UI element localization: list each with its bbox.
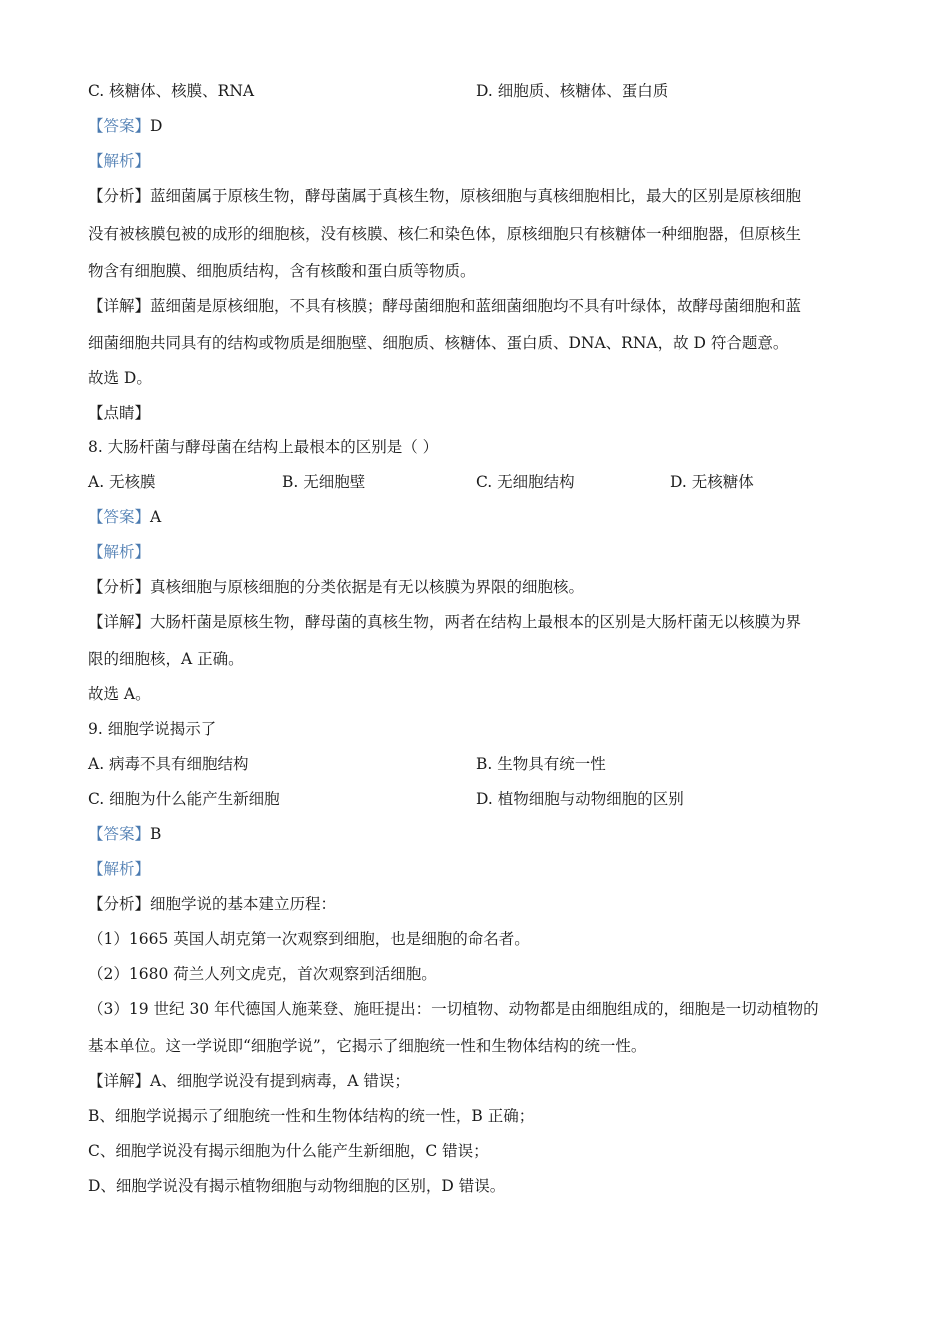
q9-detail-c: C、细胞学说没有揭示细胞为什么能产生新细胞，C 错误； — [88, 1142, 489, 1160]
answer-tag: 【答案】 — [88, 117, 151, 135]
q7-answer — [88, 115, 162, 137]
q8-fenxi: 【分析】真核细胞与原核细胞的分类依据是有无以核膜为界限的细胞核。 — [88, 578, 585, 596]
q9-analysis-tag: 【解析】 — [88, 860, 151, 878]
q9-stem: 9. 细胞学说揭示了 — [88, 720, 217, 738]
q8-option-d: D. 无核糖体 — [670, 473, 754, 491]
q8-option-b: B. 无细胞壁 — [282, 473, 366, 491]
q7-detail-line-2: 细菌细胞共同具有的结构或物质是细胞壁、细胞质、核糖体、蛋白质、DNA、RNA，故 D 符合题意。 — [88, 334, 789, 352]
q9-history-2: （2）1680 荷兰人列文虎克，首次观察到活细胞。 — [88, 965, 437, 983]
q9-detail-a: 【详解】A、细胞学说没有提到病毒，A 错误； — [88, 1072, 410, 1090]
answer-value: B — [150, 825, 162, 843]
q7-fenxi-line-2: 没有被核膜包被的成形的细胞核，没有核膜、核仁和染色体，原核细胞只有核糖体一种细胞器，但原核生 — [88, 225, 802, 243]
q8-option-a: A. 无核膜 — [88, 473, 156, 491]
q7-detail-line-1: 【详解】蓝细菌是原核细胞，不具有核膜；酵母菌细胞和蓝细菌细胞均不具有叶绿体，故酵母菌细胞和蓝 — [88, 297, 802, 315]
q9-history-1: （1）1665 英国人胡克第一次观察到细胞，也是细胞的命名者。 — [88, 930, 530, 948]
answer-value: A — [150, 508, 162, 526]
q8-detail-line-2: 限的细胞核，A 正确。 — [88, 650, 244, 668]
q9-history-3-line-1: （3）19 世纪 30 年代德国人施莱登、施旺提出：一切植物、动物都是由细胞组成的，细胞是一切动植物的 — [88, 1000, 819, 1018]
q9-detail-d: D、细胞学说没有揭示植物细胞与动物细胞的区别，D 错误。 — [88, 1177, 506, 1195]
q9-option-c: C. 细胞为什么能产生新细胞 — [88, 790, 280, 808]
answer-tag: 【答案】 — [88, 508, 151, 526]
q7-option-d: D. 细胞质、核糖体、蛋白质 — [476, 82, 669, 100]
q7-fenxi-line-3: 物含有细胞膜、细胞质结构，含有核酸和蛋白质等物质。 — [88, 262, 476, 280]
q8-analysis-tag: 【解析】 — [88, 543, 151, 561]
q7-analysis-tag: 【解析】 — [88, 152, 151, 170]
q7-choose: 故选 D。 — [88, 369, 152, 387]
q9-detail-b: B、细胞学说揭示了细胞统一性和生物体结构的统一性，B 正确； — [88, 1107, 535, 1125]
q9-history-3-line-2: 基本单位。这一学说即“细胞学说”，它揭示了细胞统一性和生物体结构的统一性。 — [88, 1037, 647, 1055]
q7-dianjing: 【点睛】 — [88, 404, 151, 422]
q8-stem: 8. 大肠杆菌与酵母菌在结构上最根本的区别是（ ） — [88, 438, 439, 456]
q8-answer — [88, 506, 161, 528]
q8-option-c: C. 无细胞结构 — [476, 473, 575, 491]
q7-fenxi-line-1: 【分析】蓝细菌属于原核生物，酵母菌属于真核生物，原核细胞与真核细胞相比，最大的区别是原核细胞 — [88, 187, 802, 205]
answer-value: D — [150, 117, 163, 135]
q9-answer — [88, 823, 161, 845]
q8-detail-line-1: 【详解】大肠杆菌是原核生物，酵母菌的真核生物，两者在结构上最根本的区别是大肠杆菌无以核膜为界 — [88, 613, 802, 631]
q8-choose: 故选 A。 — [88, 685, 151, 703]
q7-option-c: C. 核糖体、核膜、RNA — [88, 82, 255, 100]
q9-option-d: D. 植物细胞与动物细胞的区别 — [476, 790, 684, 808]
q9-option-b: B. 生物具有统一性 — [476, 755, 606, 773]
q9-option-a: A. 病毒不具有细胞结构 — [88, 755, 249, 773]
q9-fenxi: 【分析】细胞学说的基本建立历程： — [88, 895, 337, 913]
answer-tag: 【答案】 — [88, 825, 151, 843]
